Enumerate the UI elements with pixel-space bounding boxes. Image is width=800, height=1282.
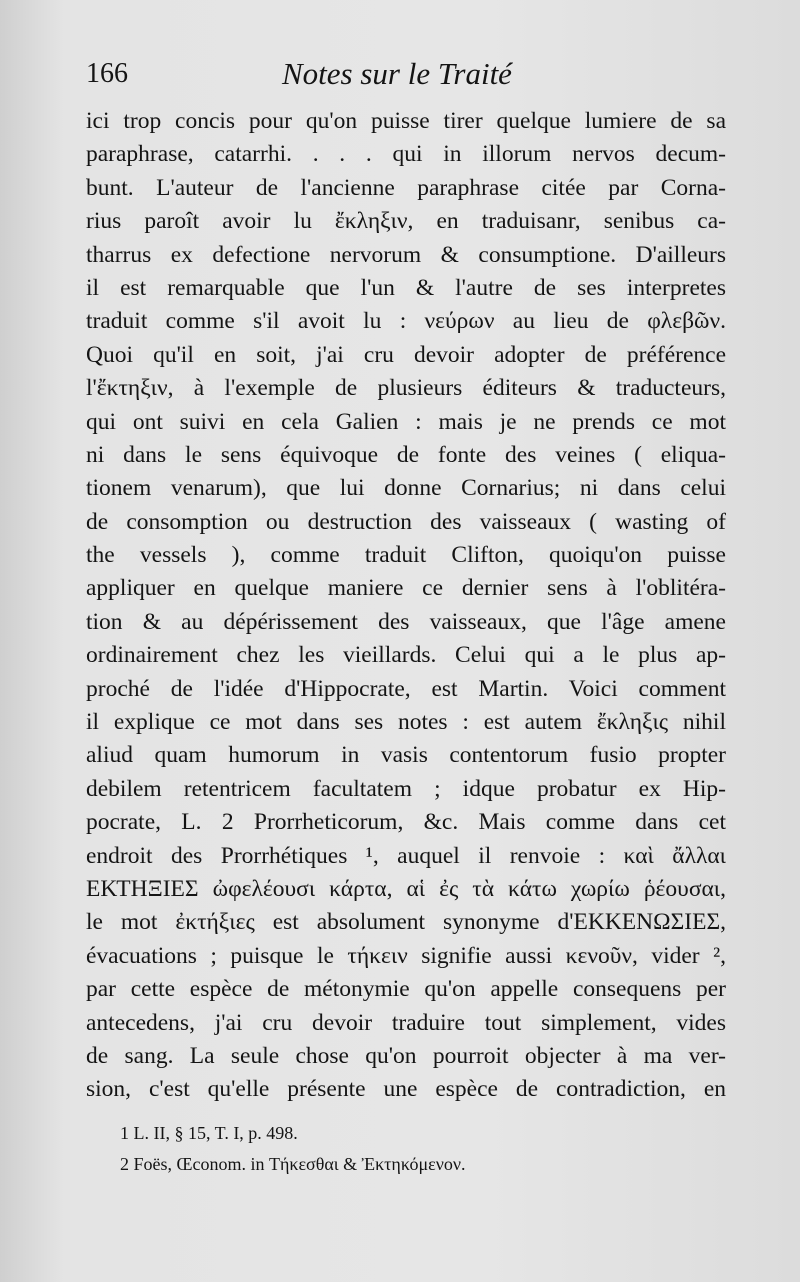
footnote: 2 Foës, Œconom. in Τήκεσθαι & Ἐκτηκόμενον. [120,1154,466,1174]
running-head: Notes sur le Traité [282,56,512,91]
text-line: pocrate, L. 2 Prorrheticorum, &c. Mais comme dans cet [86,809,726,836]
footnote: 1 L. II, § 15, T. I, p. 498. [120,1123,298,1143]
page-header [86,50,726,100]
text-line: il est remarquable que l'un & l'autre de ses interpretes [86,274,726,301]
text-line: l'ἔκτηξιν, à l'exemple de plusieurs éditeurs & traducteurs, [86,375,726,402]
text-line: Quoi qu'il en soit, j'ai cru devoir adopter de préférence [86,341,726,368]
text-line: aliud quam humorum in vasis contentorum fusio propter [86,742,726,769]
text-line: the vessels ), comme traduit Clifton, quoiqu'on puisse [86,542,726,569]
text-line: ordinairement chez les vieillards. Celui qui a le plus ap- [86,642,726,669]
text-line: sion, c'est qu'elle présente une espèce de contradiction, en [86,1076,726,1103]
text-line: il explique ce mot dans ses notes : est autem ἔκληξις nihil [86,709,726,736]
page-number: 166 [86,58,128,89]
text-line: paraphrase, catarrhi. . . . qui in illorum nervos decum- [86,141,726,168]
text-line: ΕΚΤΗΞΙΕΣ ὠφελέουσι κάρτα, αἱ ἐς τὰ κάτω χωρίω ῥέουσαι, [86,875,726,902]
text-line: endroit des Prorrhétiques ¹, auquel il renvoie : καὶ ἄλλαι [86,842,726,869]
text-line: ni dans le sens équivoque de fonte des veines ( eliqua- [86,441,726,468]
text-line: qui ont suivi en cela Galien : mais je ne prends ce mot [86,408,726,435]
footnotes [120,1118,720,1180]
text-line: le mot ἐκτήξιες est absolument synonyme d'ΕΚΚΕΝΩΣΙΕΣ, [86,909,726,936]
text-line: par cette espèce de métonymie qu'on appelle consequens per [86,976,726,1003]
text-line: rius paroît avoir lu ἔκληξιν, en traduisanr, senibus ca- [86,208,726,235]
text-line: bunt. L'auteur de l'ancienne paraphrase citée par Corna- [86,174,726,201]
text-line: antecedens, j'ai cru devoir traduire tout simplement, vides [86,1009,726,1036]
text-line: tion & au dépérissement des vaisseaux, que l'âge amene [86,608,726,635]
text-line: évacuations ; puisque le τήκειν signifie aussi κενοῦν, vider ², [86,942,726,969]
text-line: debilem retentricem facultatem ; idque probatur ex Hip- [86,775,726,802]
text-line: traduit comme s'il avoit lu : νεύρων au lieu de φλεβῶν. [86,308,726,335]
text-line: appliquer en quelque maniere ce dernier sens à l'oblitéra- [86,575,726,602]
text-line: ici trop concis pour qu'on puisse tirer quelque lumiere de sa [86,108,726,134]
body-text [86,105,726,1107]
text-line: tharrus ex defectione nervorum & consumptione. D'ailleurs [86,241,726,268]
text-line: de sang. La seule chose qu'on pourroit objecter à ma ver- [86,1042,726,1069]
text-line: tionem venarum), que lui donne Cornarius; ni dans celui [86,475,726,502]
text-line: proché de l'idée d'Hippocrate, est Martin. Voici comment [86,675,726,702]
text-line: de consomption ou destruction des vaisseaux ( wasting of [86,508,726,535]
